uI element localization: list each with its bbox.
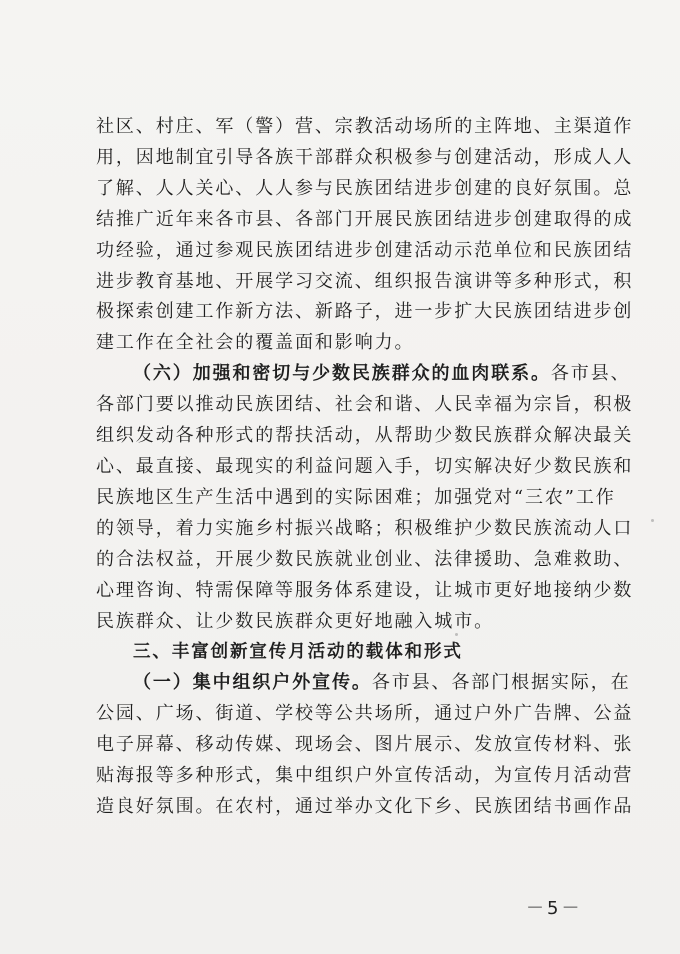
paragraph-line: 的领导，着力实施乡村振兴战略；积极维护少数民族流动人口 — [96, 517, 634, 539]
paragraph-lead-heading: （六）加强和密切与少数民族群众的血肉联系。 — [133, 363, 551, 385]
paragraph-line: 用，因地制宜引导各族干部群众积极参与创建活动，形成人人 — [96, 146, 634, 168]
paragraph-line: 极探索创建工作新方法、新路子，进一步扩大民族团结进步创 — [96, 301, 634, 323]
scan-speck — [651, 519, 654, 522]
paragraph-line: 组织发动各种形式的帮扶活动，从帮助少数民族群众解决最关 — [96, 425, 634, 447]
paragraph-3 — [96, 668, 634, 823]
paragraph-2 — [96, 359, 634, 637]
paragraph-first-line — [96, 359, 631, 390]
paragraph-line: 心理咨询、特需保障等服务体系建设，让城市更好地接纳少数 — [96, 579, 634, 601]
paragraph-line: 心、最直接、最现实的利益问题入手，切实解决好少数民族和 — [96, 455, 634, 477]
paragraph-line: 公园、广场、街道、学校等公共场所，通过户外广告牌、公益 — [96, 703, 634, 725]
paragraph-line-rest: 各市县、各部门根据实际，在 — [371, 672, 631, 694]
paragraph-line-rest: 各市县、 — [550, 363, 631, 385]
scan-speck — [455, 633, 458, 636]
paragraph-lead-heading: （一）集中组织户外宣传。 — [133, 672, 372, 694]
paragraph-line: 了解、人人关心、人人参与民族团结进步创建的良好氛围。总 — [96, 177, 634, 199]
paragraph-line: 功经验，通过参观民族团结进步创建活动示范单位和民族团结 — [96, 239, 634, 261]
document-body — [96, 112, 634, 823]
paragraph-line: 造良好氛围。在农村，通过举办文化下乡、民族团结书画作品 — [96, 795, 634, 817]
section-heading: 三、丰富创新宣传月活动的载体和形式 — [133, 642, 463, 663]
paragraph-line: 的合法权益，开展少数民族就业创业、法律援助、急难救助、 — [96, 548, 634, 570]
paragraph-line: 各部门要以推动民族团结、社会和谐、人民幸福为宗旨，积极 — [96, 394, 634, 416]
paragraph-line: 民族地区生产生活中遇到的实际困难；加强党对“三农”工作 — [96, 486, 616, 508]
paragraph-line: 电子屏幕、移动传媒、现场会、图片展示、发放宣传材料、张 — [96, 734, 634, 756]
paragraph-line: 结推广近年来各市县、各部门开展民族团结进步创建取得的成 — [96, 208, 634, 230]
paragraph-line: 社区、村庄、军（警）营、宗教活动场所的主阵地、主渠道作 — [96, 116, 634, 137]
paragraph-line: 贴海报等多种形式，集中组织户外宣传活动，为宣传月活动营 — [96, 765, 634, 787]
paragraph-line: 建工作在全社会的覆盖面和影响力。 — [96, 332, 415, 354]
page-number: －5－ — [526, 898, 583, 919]
paragraph-line: 进步教育基地、开展学习交流、组织报告演讲等多种形式，积 — [96, 270, 634, 292]
paragraph-1 — [96, 112, 634, 359]
paragraph-first-line — [96, 668, 631, 699]
paragraph-line: 民族群众、让少数民族群众更好地融入城市。 — [96, 610, 494, 632]
